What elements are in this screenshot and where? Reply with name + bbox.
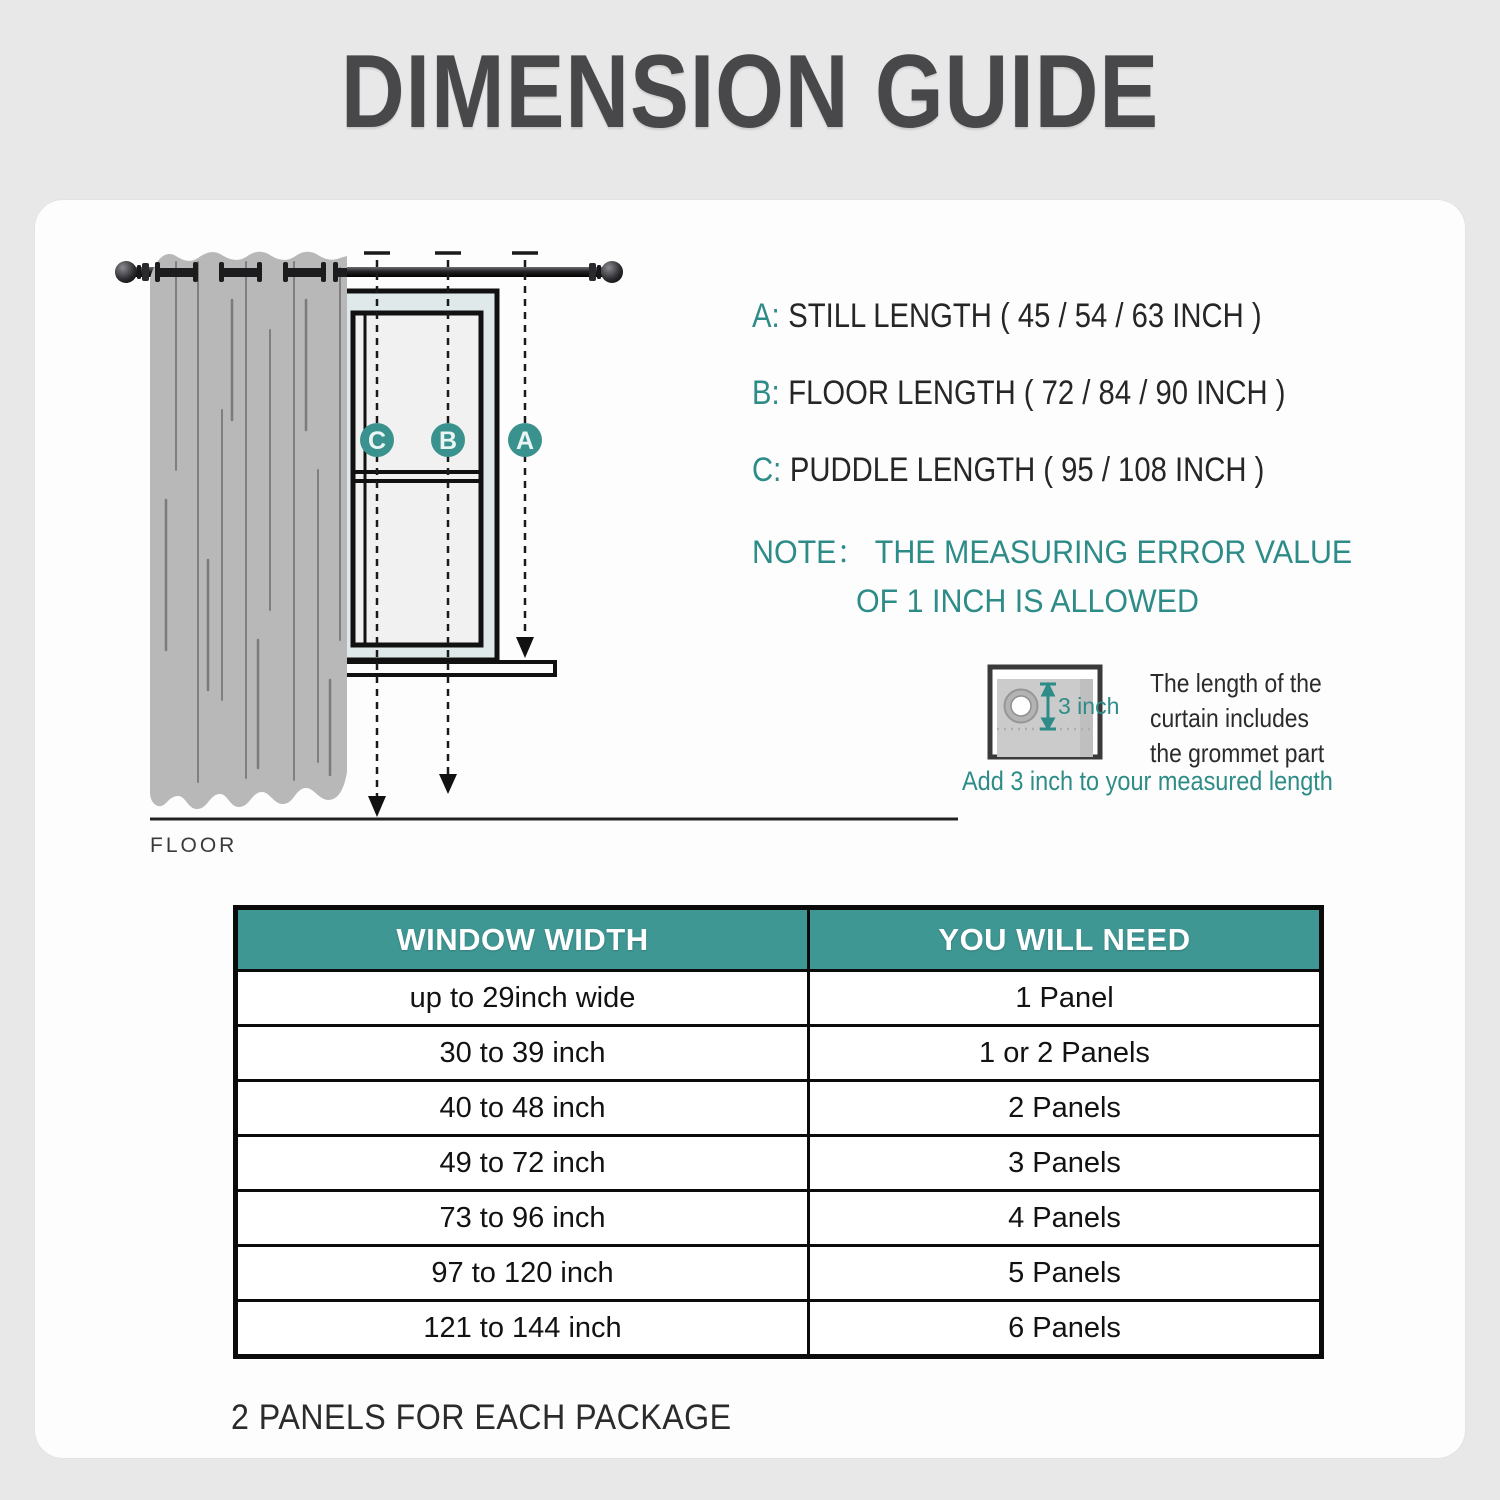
panels-needed-cell: 5 Panels: [809, 1246, 1322, 1301]
window-width-cell: 73 to 96 inch: [236, 1191, 809, 1246]
panel-size-table: [233, 905, 1324, 1359]
length-specs: [752, 299, 1372, 488]
grommet-desc-line-3: the grommet part: [1150, 738, 1325, 768]
table-row: [236, 1191, 1322, 1246]
col-header-you-will-need: YOU WILL NEED: [809, 908, 1322, 971]
measuring-note: [752, 536, 1384, 618]
panels-needed-cell: 1 Panel: [809, 971, 1322, 1026]
window-width-cell: 49 to 72 inch: [236, 1136, 809, 1191]
table-header-row: [236, 908, 1322, 971]
table-row: [236, 1246, 1322, 1301]
spec-puddle-length: [752, 453, 1285, 488]
table-row: [236, 1301, 1322, 1357]
window-sill: [333, 662, 555, 675]
grommet-desc-line-2: curtain includes: [1150, 703, 1309, 733]
panels-needed-cell: 1 or 2 Panels: [809, 1026, 1322, 1081]
window-width-cell: up to 29inch wide: [236, 971, 809, 1026]
spec-a-text: STILL LENGTH ( 45 / 54 / 63 INCH ): [788, 297, 1262, 335]
spec-b-text: FLOOR LENGTH ( 72 / 84 / 90 INCH ): [788, 374, 1286, 412]
content-panel: [35, 200, 1465, 1458]
floor-label: FLOOR: [150, 834, 238, 857]
spec-c-text: PUDDLE LENGTH ( 95 / 108 INCH ): [789, 451, 1265, 489]
panels-needed-cell: 4 Panels: [809, 1191, 1322, 1246]
package-note: 2 PANELS FOR EACH PACKAGE: [231, 1398, 732, 1437]
window-width-cell: 30 to 39 inch: [236, 1026, 809, 1081]
grommet-description: [1150, 666, 1324, 771]
table-row: [236, 1026, 1322, 1081]
spec-a-prefix: A:: [752, 297, 780, 335]
grommet-desc-line-1: The length of the: [1150, 668, 1322, 698]
three-inch-label: 3 inch: [1058, 693, 1120, 719]
table-row: [236, 1081, 1322, 1136]
panels-needed-cell: 2 Panels: [809, 1081, 1322, 1136]
spec-floor-length: [752, 376, 1285, 411]
note-line-2: OF 1 INCH IS ALLOWED: [856, 583, 1199, 619]
marker-c-label: C: [367, 427, 387, 455]
rod-finial-right: [601, 261, 623, 283]
marker-b-label: B: [438, 427, 458, 455]
spec-b-prefix: B:: [752, 374, 780, 412]
spec-still-length: [752, 299, 1285, 334]
spec-c-prefix: C:: [752, 451, 782, 489]
marker-a-label: A: [515, 427, 535, 455]
panels-needed-cell: 6 Panels: [809, 1301, 1322, 1357]
table-row: [236, 971, 1322, 1026]
curtain-panel: [150, 252, 347, 809]
add-three-inch-tip: Add 3 inch to your measured length: [962, 766, 1333, 796]
window-width-cell: 121 to 144 inch: [236, 1301, 809, 1357]
page-title: DIMENSION GUIDE: [340, 34, 1160, 150]
window-width-cell: 97 to 120 inch: [236, 1246, 809, 1301]
panels-needed-cell: 3 Panels: [809, 1136, 1322, 1191]
window: [333, 291, 555, 675]
note-line-1: NOTE： THE MEASURING ERROR VALUE: [752, 534, 1353, 570]
window-width-cell: 40 to 48 inch: [236, 1081, 809, 1136]
letter-markers: [360, 423, 542, 457]
table-row: [236, 1136, 1322, 1191]
rod-finial-left: [115, 261, 137, 283]
col-header-window-width: WINDOW WIDTH: [236, 908, 809, 971]
